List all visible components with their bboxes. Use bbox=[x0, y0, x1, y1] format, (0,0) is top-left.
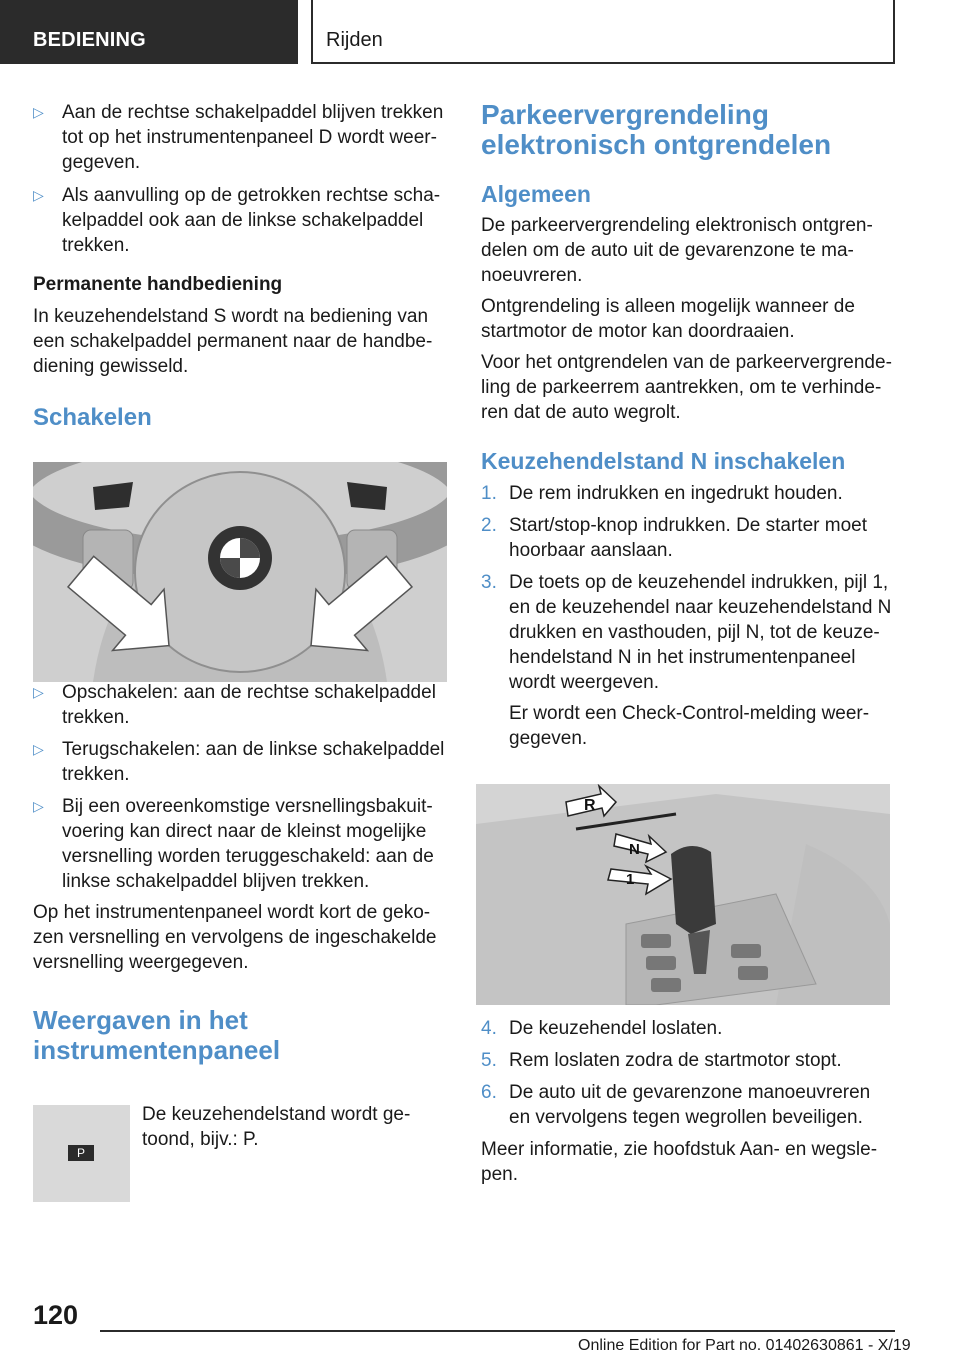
right-column bbox=[481, 100, 893, 1187]
step-text: Rem loslaten zodra de startmotor stopt. bbox=[509, 1050, 842, 1071]
step-item bbox=[481, 1048, 893, 1073]
section-tab: BEDIENING bbox=[0, 0, 298, 64]
arrow-label-1: 1 bbox=[626, 871, 635, 888]
step-note: Er wordt een Check-Control-melding weergegeven. bbox=[509, 703, 870, 749]
paragraph: Ontgrendeling is alleen mogelijk wanneer de startmotor de motor kan doordraaien. bbox=[481, 296, 855, 342]
step-number: 1. bbox=[481, 483, 497, 504]
paragraph: Voor het ontgrendelen van de parkeervergrendeling de parkeerrem aantrekken, om te verhinderen dat de auto wegrolt. bbox=[481, 352, 892, 423]
steering-wheel-figure bbox=[33, 462, 447, 682]
section-title-schakelen: Schakelen bbox=[33, 404, 152, 431]
paragraph: Op het instrumentenpaneel wordt kort de gekozen versnelling en vervolgens de ingeschakelde versnelling weergegeven. bbox=[33, 902, 437, 973]
gear-indicator-p: P bbox=[68, 1145, 94, 1161]
display-description: De keuzehendelstand wordt getoond, bijv.: P. bbox=[142, 1104, 411, 1150]
step-item bbox=[481, 513, 893, 563]
gear-selector-figure bbox=[476, 784, 890, 1005]
footer-edition: Online Edition for Part no. 01402630861 - X/19 bbox=[578, 1337, 911, 1354]
gear-selector-illustration bbox=[476, 784, 890, 1005]
step-number: 6. bbox=[481, 1082, 497, 1103]
step-number: 3. bbox=[481, 572, 497, 593]
arrow-label-r: R bbox=[584, 797, 596, 814]
subheading-permanent: Permanente handbediening bbox=[33, 274, 283, 295]
subsection-title-keuzehendel: Keuzehendelstand N inschakelen bbox=[481, 448, 846, 474]
paragraph: De parkeervergrendeling elektronisch ontgrendelen om de auto uit de gevarenzone te manoeuvreren. bbox=[481, 215, 873, 286]
display-p-figure bbox=[33, 1105, 130, 1202]
bullet-item: ▷ Opschakelen: aan de rechtse schakelpaddel trekken. bbox=[33, 680, 447, 730]
chapter-title: Rijden bbox=[311, 0, 895, 64]
paragraph: In keuzehendelstand S wordt na bediening van een schakelpaddel permanent naar de handbediening gewisseld. bbox=[33, 306, 433, 377]
step-item bbox=[481, 570, 893, 751]
step-item bbox=[481, 1016, 893, 1041]
bullet-item: ▷ Terugschakelen: aan de linkse schakelpaddel trekken. bbox=[33, 737, 447, 787]
footer-divider bbox=[100, 1330, 895, 1332]
step-text: De rem indrukken en ingedrukt houden. bbox=[509, 483, 843, 504]
step-number: 2. bbox=[481, 515, 497, 536]
page-number: 120 bbox=[33, 1300, 79, 1330]
step-text: De auto uit de gevarenzone manoeuvreren en vervolgens tegen wegrollen beveiligen. bbox=[509, 1082, 871, 1128]
paragraph-closing: Meer informatie, zie hoofdstuk Aan- en wegslepen. bbox=[481, 1139, 878, 1185]
bullet-item: ▷ Als aanvulling op de getrokken rechtse schakelpaddel ook aan de linkse schakelpaddel trekken. bbox=[33, 183, 447, 258]
step-text: De toets op de keuzehendel indrukken, pijl 1, en de keuzehendel naar keuzehendelstand N drukken en vasthouden, pijl N, tot de keuzehendelstand N in het instrumentenpaneel wordt weergeven. bbox=[509, 572, 892, 693]
step-number: 5. bbox=[481, 1050, 497, 1071]
bullet-item: ▷ Bij een overeenkomstige versnellingsbakuitvoering kan direct naar de kleinst mogelijke versnelling worden teruggeschakeld: aan de linkse schakelpaddel blijven trekken. bbox=[33, 794, 447, 894]
steering-wheel-illustration bbox=[33, 462, 447, 682]
page-section-title: Parkeervergrendeling elektronisch ontgrendelen bbox=[481, 99, 832, 160]
arrow-label-n: N bbox=[629, 841, 640, 858]
step-number: 4. bbox=[481, 1018, 497, 1039]
step-item bbox=[481, 481, 893, 506]
step-text: De keuzehendel loslaten. bbox=[509, 1018, 723, 1039]
step-item bbox=[481, 1080, 893, 1130]
subsection-title-algemeen: Algemeen bbox=[481, 181, 591, 207]
bullet-item: ▷ Aan de rechtse schakelpaddel blijven trekken tot op het instrumentenpaneel D wordt weergegeven. bbox=[33, 100, 447, 175]
step-text: Start/stop-knop indrukken. De starter moet hoorbaar aanslaan. bbox=[509, 515, 867, 561]
section-title-weergaven: Weergaven in het instrumentenpaneel bbox=[33, 1005, 281, 1065]
